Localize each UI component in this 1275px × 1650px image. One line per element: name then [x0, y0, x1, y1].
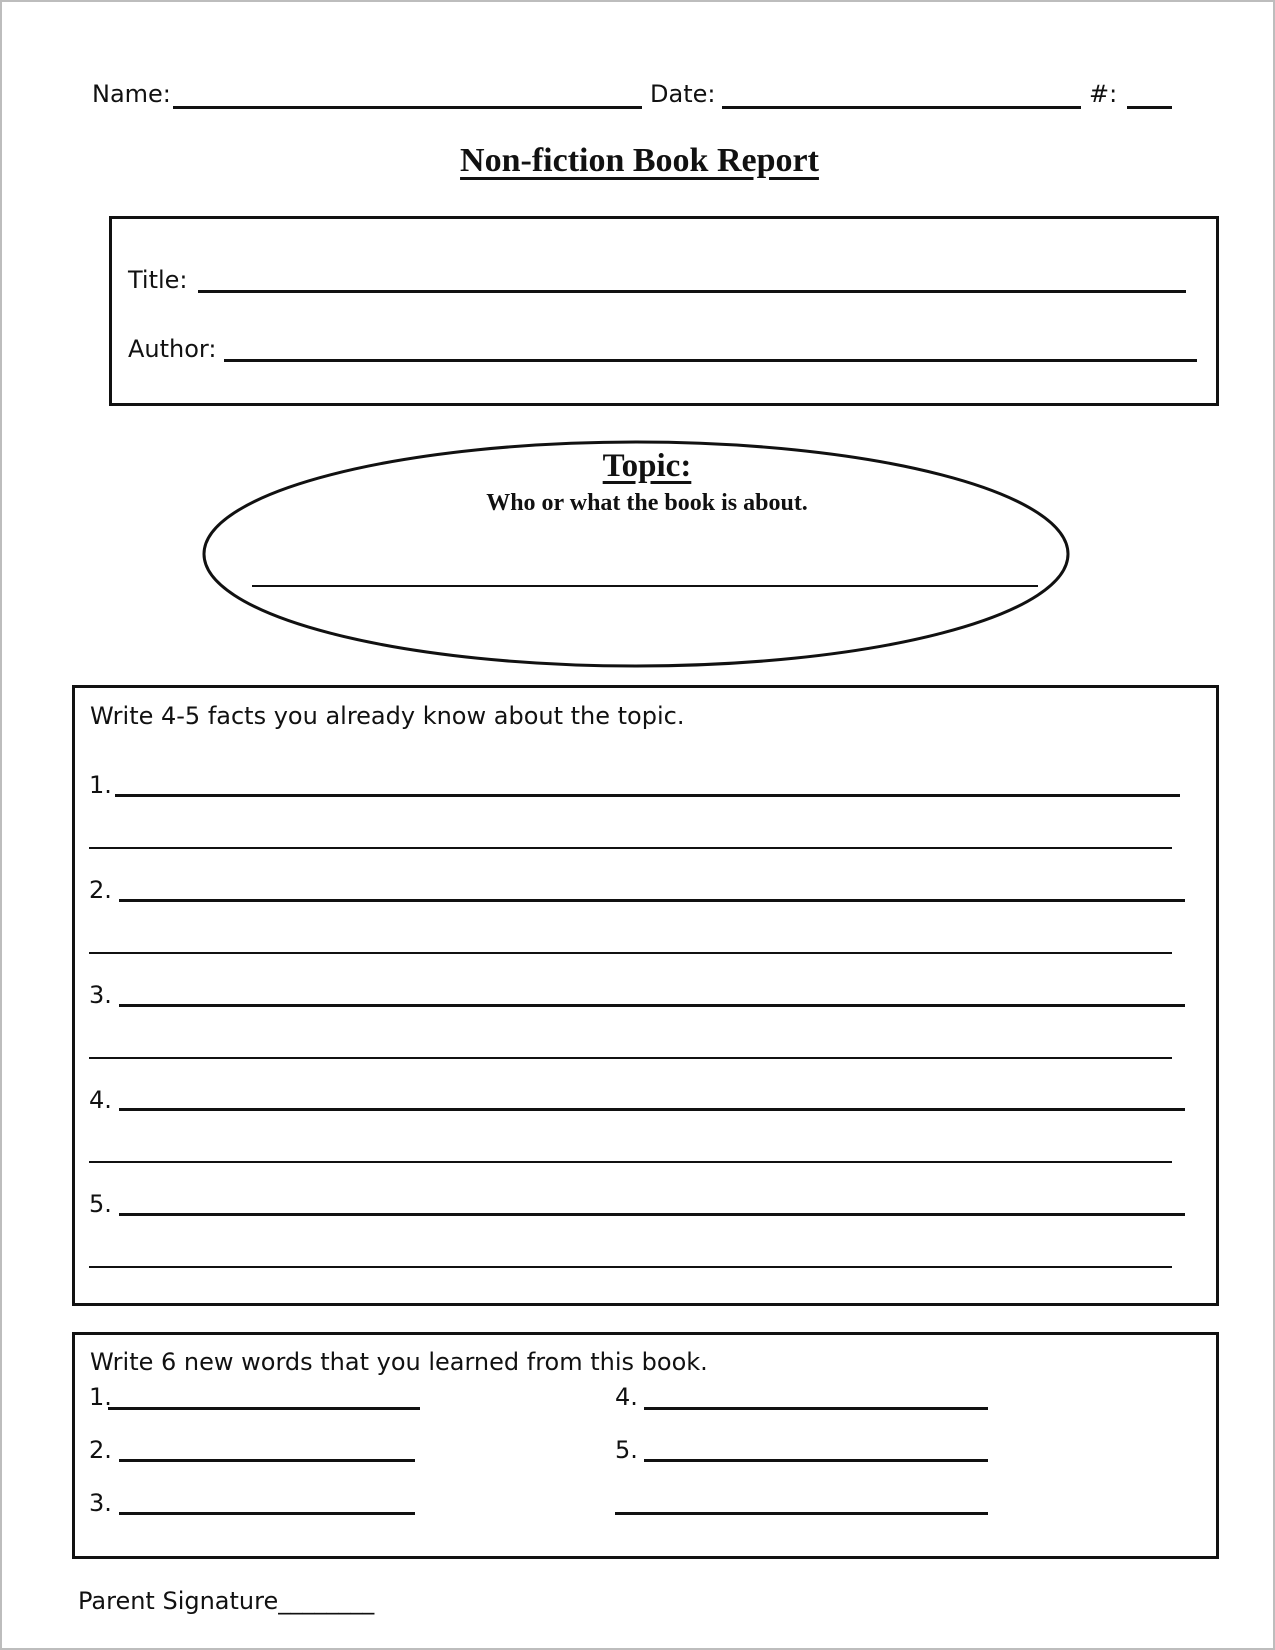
fact-1-line[interactable] [115, 794, 1180, 797]
word-1-field[interactable] [108, 1407, 420, 1410]
number-label: #: [1089, 80, 1118, 108]
word-2-field[interactable] [119, 1459, 415, 1462]
word-number: 4. [615, 1383, 638, 1411]
fact-1-line-2[interactable] [89, 847, 1172, 849]
word-number: 2. [89, 1436, 112, 1464]
word-6-field[interactable] [615, 1512, 988, 1515]
author-field[interactable] [224, 359, 1197, 362]
parent-signature-label: Parent Signature________ [78, 1587, 375, 1615]
fact-number: 1. [89, 771, 112, 799]
facts-prompt: Write 4-5 facts you already know about the topic. [90, 702, 685, 730]
topic-heading: Topic: [602, 448, 692, 484]
fact-number: 2. [89, 876, 112, 904]
word-3-field[interactable] [119, 1512, 415, 1515]
words-prompt: Write 6 new words that you learned from this book. [90, 1348, 708, 1376]
fact-3-line[interactable] [119, 1004, 1185, 1007]
fact-2-line-2[interactable] [89, 952, 1172, 954]
word-number: 5. [615, 1436, 638, 1464]
date-field[interactable] [722, 106, 1081, 109]
fact-5-line[interactable] [119, 1213, 1185, 1216]
word-number: 1. [89, 1383, 112, 1411]
word-4-field[interactable] [644, 1407, 988, 1410]
fact-4-line[interactable] [119, 1108, 1185, 1111]
title-field[interactable] [198, 290, 1186, 293]
fact-4-line-2[interactable] [89, 1161, 1172, 1163]
book-info-box [109, 216, 1219, 406]
fact-5-line-2[interactable] [89, 1266, 1172, 1268]
topic-field[interactable] [252, 585, 1038, 587]
number-field[interactable] [1127, 106, 1172, 109]
fact-number: 5. [89, 1190, 112, 1218]
name-label: Name: [92, 80, 171, 108]
date-label: Date: [650, 80, 716, 108]
name-field[interactable] [173, 106, 642, 109]
page-title: Non-fiction Book Report [460, 142, 819, 179]
fact-2-line[interactable] [119, 899, 1185, 902]
word-5-field[interactable] [644, 1459, 988, 1462]
title-label: Title: [128, 266, 188, 294]
fact-number: 4. [89, 1086, 112, 1114]
fact-number: 3. [89, 981, 112, 1009]
topic-subtitle: Who or what the book is about. [486, 490, 808, 516]
fact-3-line-2[interactable] [89, 1057, 1172, 1059]
word-number: 3. [89, 1489, 112, 1517]
author-label: Author: [128, 335, 217, 363]
